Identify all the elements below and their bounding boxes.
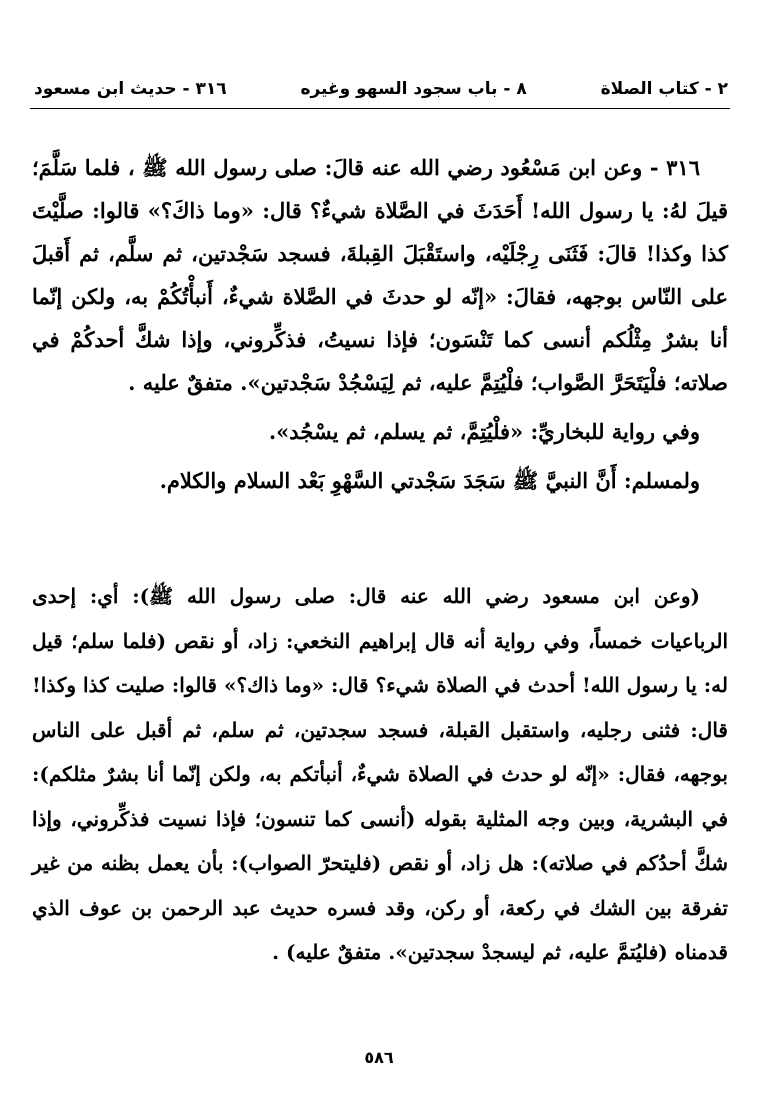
commentary-text: (وعن ابن مسعود رضي الله عنه قال: صلى رسول الله ﷺ): أي: إحدى الرباعيات خمساً، وفي رواية أنه قال إبراهيم النخعي: زاد، أو نقص (فلما سلم؛ قيل له: يا رسول الله! أحدث في الصلاة شيء؟ قال: «وما ذاك؟» قالوا: صليت كذا وكذا! قال: فثنى رجليه، واستقبل القبلة، فسجد سجدتين، ثم سلم، ثم أقبل على الناس بوجهه، فقال: «إنّه لو حدث في الصلاة شيءٌ، أنبأتكم به، ولكن إنّما أنا بشرٌ مثلكم): في البشرية، وبين وجه المثلية بقوله (أنسى كما تنسون؛ فإذا نسيت فذكِّروني، وإذا شكَّ أحدُكم في صلاته): هل زاد، أو نقص (فليتحرّ الصواب): بأن يعمل بظنه من غير تفرقة بين الشك في ركعة، أو ركن، وقد فسره حديث عبد الرحمن بن عوف الذي قدمناه (فليُتمَّ عليه، ثم ليسجدْ سجدتين». متفقٌ عليه) . <box>32 584 728 964</box>
bukhari-narration: وفي رواية للبخاريِّ: «فلْيُتِمَّ، ثم يسلم، ثم يسْجُد». <box>268 419 700 444</box>
hadith-text: ٣١٦ - وعن ابن مَسْعُود رضي الله عنه قالَ: صلى رسول الله ﷺ ، فلما سَلَّمَ؛ قيلَ لهُ: يا رسول الله! أَحَدَثَ في الصَّلاة شيءٌ؟ قال: «وما ذاكَ؟» قالوا: صلَّيْتَ كذا وكذا! قالَ: فَثَنَى رِجْلَيْه، واستَقْبَلَ القِبلةَ، فسجد سَجْدتين، ثم سلَّم، ثم أَقبلَ على النّاس بوجهه، فقالَ: «إنّه لو حدثَ في الصَّلاة شيءٌ، أَنبأْتُكُمْ به، ولكن إنّما أنا بشرٌ مِثْلُكم أنسى كما تَنْسَون؛ فإذا نسيتُ، فذكِّروني، وإذا شكَّ أحدكُمْ في صلاته؛ فلْيَتَحَرَّ الصَّواب؛ فلْيُتِمَّ عليه، ثم لِيَسْجُدْ سَجْدتين». متفقٌ عليه . <box>32 155 728 395</box>
hadith-section <box>32 146 728 502</box>
commentary-section <box>32 574 728 975</box>
header-book-title: ٢ - كتاب الصلاة <box>600 79 728 99</box>
header-hadith-title: ٣١٦ - حديث ابن مسعود <box>34 79 227 99</box>
running-header <box>34 74 728 104</box>
page-number: ٥٨٦ <box>364 1048 394 1067</box>
muslim-narration: ولمسلم: أَنَّ النبيَّ ﷺ سَجَدَ سَجْدتي السَّهْوِ بَعْد السلام والكلام. <box>159 468 700 493</box>
header-divider <box>30 108 730 109</box>
header-chapter-title: ٨ - باب سجود السهو وغيره <box>300 79 527 99</box>
